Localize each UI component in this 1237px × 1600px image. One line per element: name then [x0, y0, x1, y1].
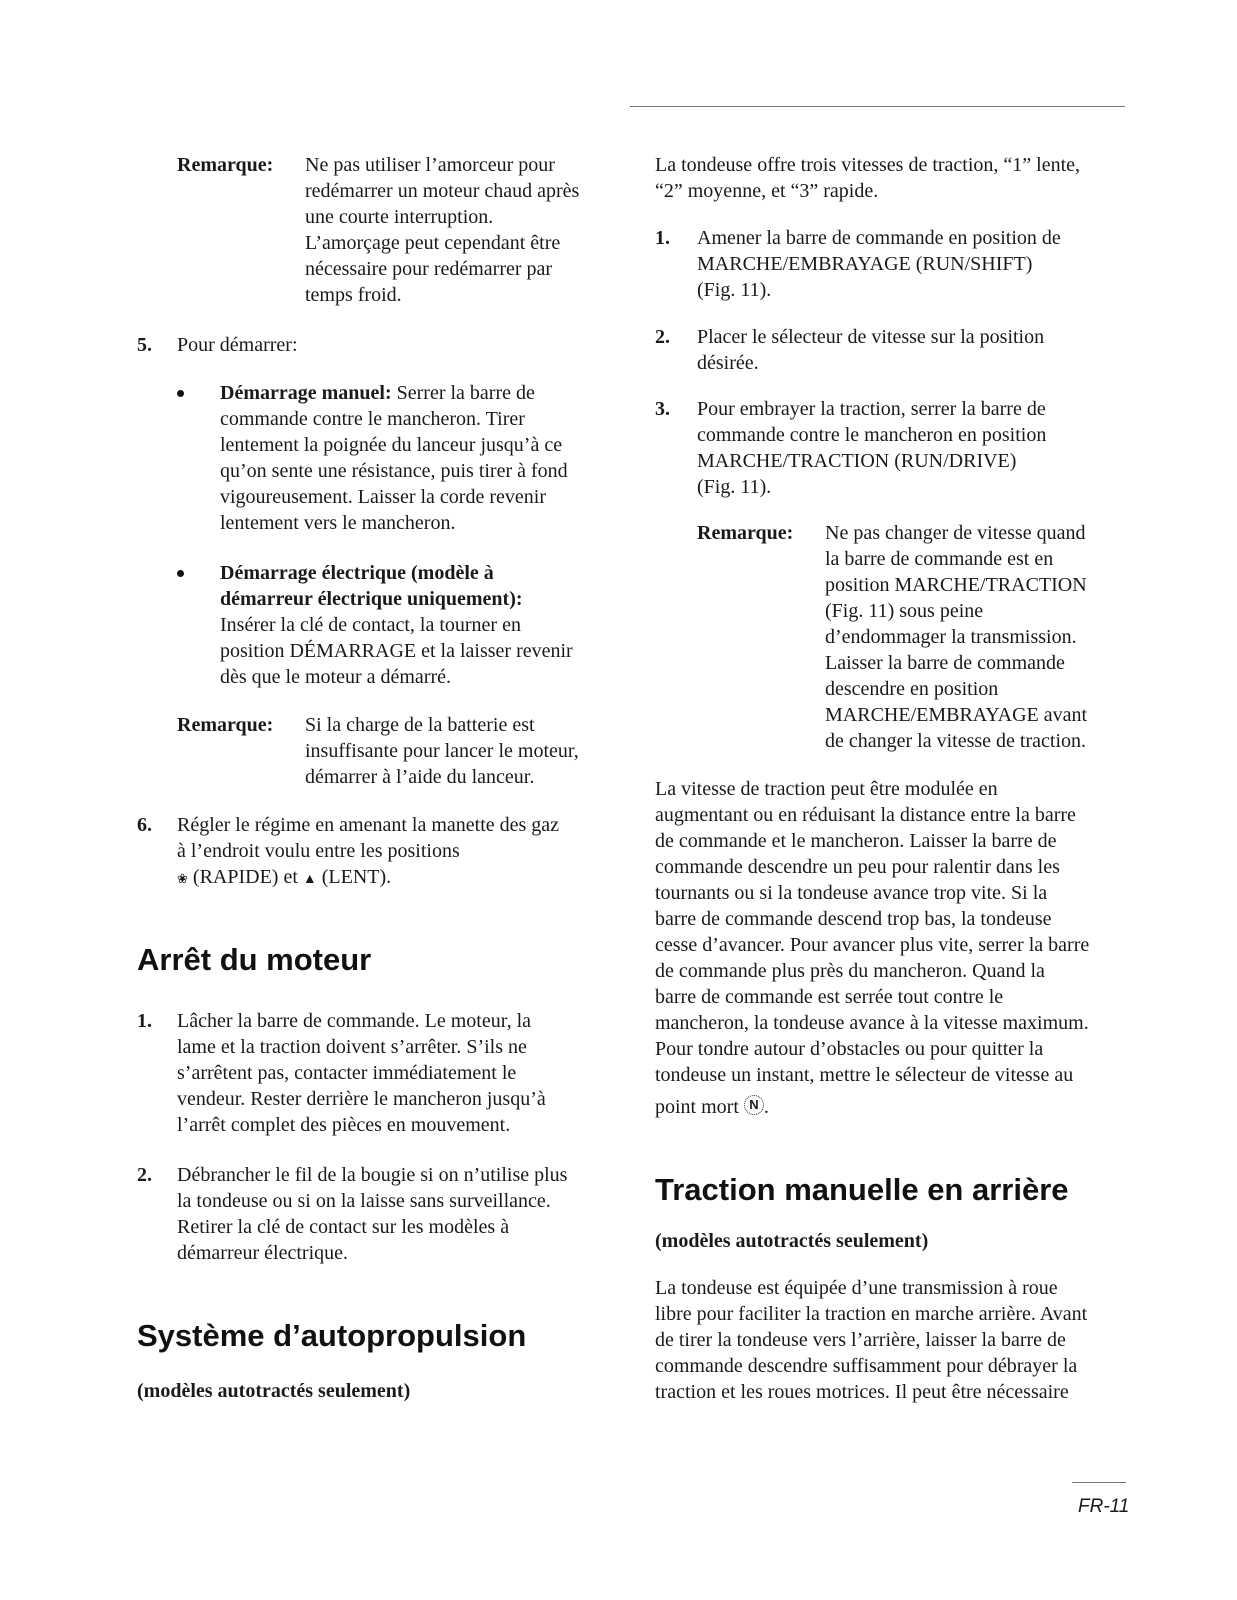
bullet-text: [220, 380, 568, 536]
note-text: Ne pas utiliser l’amorceur pour redémarrer un moteur chaud après une courte interruption. L’amorçage peut cependant être nécessaire pour redémarrer par temps froid.: [305, 154, 580, 306]
bullet-icon: [177, 390, 184, 397]
section-heading: Système d’autopropulsion: [137, 1318, 527, 1353]
bullet-text: [220, 560, 573, 690]
step-number: 3.: [655, 398, 670, 420]
step-number: 1.: [655, 227, 670, 249]
step-text: Débrancher le fil de la bougie si on n’utilise plus la tondeuse ou si on la laisse sans surveillance. Retirer la clé de contact sur les modèles à démarreur électrique.: [177, 1164, 568, 1264]
paragraph-end: point mort: [655, 1096, 739, 1118]
page-number: FR-11: [1078, 1496, 1130, 1517]
step-number: 6.: [137, 814, 152, 836]
note-text: Ne pas changer de vitesse quand la barre de commande est en position MARCHE/TRACTION (Fig. 11) sous peine d’endommager la transmission. Laisser la barre de commande descendre en position MARCHE/EMBRAYAGE avant de changer la vitesse de traction.: [825, 522, 1088, 752]
fast-label: (RAPIDE) et: [192, 866, 298, 888]
note-label: Remarque:: [697, 522, 794, 544]
paragraph: La tondeuse est équipée d’une transmission à roue libre pour faciliter la traction en marche arrière. Avant de tirer la tondeuse vers l’arrière, laisser la barre de commande descendre suffisamment pour débrayer la traction et les roues motrices. Il peut être nécessaire: [655, 1277, 1088, 1403]
step-text: Placer le sélecteur de vitesse sur la position désirée.: [697, 326, 1045, 374]
step-number: 2.: [137, 1164, 152, 1186]
intro-paragraph: La tondeuse offre trois vitesses de traction, “1” lente, “2” moyenne, et “3” rapide.: [655, 154, 1081, 202]
paragraph-body: La vitesse de traction peut être modulée en augmentant ou en réduisant la distance entre la barre de commande et le mancheron. Laisser la barre de commande descendre un peu pour ralentir dans les tournants ou si la tondeuse avance trop vite. Si la barre de commande descend trop bas, la tondeuse cesse d’avancer. Pour avancer plus vite, serrer la barre de commande plus près du mancheron. Quand la barre de commande est serrée tout contre le mancheron, la tondeuse avance à la vitesse maximum. Pour tondre autour d’obstacles ou pour quitter la tondeuse un instant, mettre le sélecteur de vitesse au: [655, 778, 1090, 1086]
bullet-body: Insérer la clé de contact, la tourner en position DÉMARRAGE et la laisser revenir dès que le moteur a démarré.: [220, 614, 573, 688]
section-subheading: (modèles autotractés seulement): [655, 1230, 929, 1252]
bullet-body: Serrer la barre de commande contre le mancheron. Tirer lentement la poignée du lanceur jusqu’à ce qu’on sente une résistance, puis tirer à fond vigoureusement. Laisser la corde revenir lentement vers le mancheron.: [220, 382, 568, 534]
step-number: 5.: [137, 334, 152, 356]
section-subheading: (modèles autotractés seulement): [137, 1380, 411, 1402]
step-number: 2.: [655, 326, 670, 348]
section-heading: Traction manuelle en arrière: [655, 1172, 1069, 1207]
step-text: Pour démarrer:: [177, 334, 298, 356]
step-text: Amener la barre de commande en position de MARCHE/EMBRAYAGE (RUN/SHIFT) (Fig. 11).: [697, 227, 1061, 301]
section-heading: Arrêt du moteur: [137, 942, 372, 977]
step-number: 1.: [137, 1010, 152, 1032]
note-text: Si la charge de la batterie est insuffisante pour lancer le moteur, démarrer à l’aide du lanceur.: [305, 714, 579, 788]
rabbit-icon: ❀: [177, 871, 188, 886]
step-text: Lâcher la barre de commande. Le moteur, la lame et la traction doivent s’arrêter. S’ils ne s’arrêtent pas, contacter immédiatement le vendeur. Rester derrière le mancheron jusqu’à l’arrêt complet des pièces en mouvement.: [177, 1010, 546, 1136]
bullet-title: Démarrage électrique (modèle à démarreur électrique uniquement):: [220, 562, 523, 610]
note-label: Remarque:: [177, 714, 274, 736]
bullet-title: Démarrage manuel:: [220, 382, 392, 404]
note-label: Remarque:: [177, 154, 274, 176]
step-body: Régler le régime en amenant la manette des gaz à l’endroit voulu entre les positions: [177, 814, 560, 862]
slow-label: (LENT).: [321, 866, 392, 888]
footer-rule: [1072, 1482, 1126, 1483]
speed-paragraph: La vitesse de traction peut être modulée en augmentant ou en réduisant la distance entre la barre de commande et le mancheron. Laisser la barre de commande descendre un peu pour ralentir dans les tournants ou si la tondeuse avance trop vite. Si la barre de commande descend trop bas, la tondeuse cesse d’avancer. Pour avancer plus vite, serrer la barre de commande plus près du mancheron. Quand la barre de commande est serrée tout contre le mancheron, la tondeuse avance à la vitesse maximum. Pour tondre autour d’obstacles ou pour quitter la tondeuse un instant, mettre le sélecteur de vitesse au point mort N .: [655, 778, 1090, 1118]
step-text: [177, 812, 559, 893]
neutral-icon: N: [744, 1095, 764, 1115]
header-rule: [630, 106, 1125, 107]
bullet-icon: [177, 570, 184, 577]
step-text: Pour embrayer la traction, serrer la barre de commande contre le mancheron en position MARCHE/TRACTION (RUN/DRIVE) (Fig. 11).: [697, 398, 1047, 498]
turtle-icon: ▲: [302, 872, 317, 887]
